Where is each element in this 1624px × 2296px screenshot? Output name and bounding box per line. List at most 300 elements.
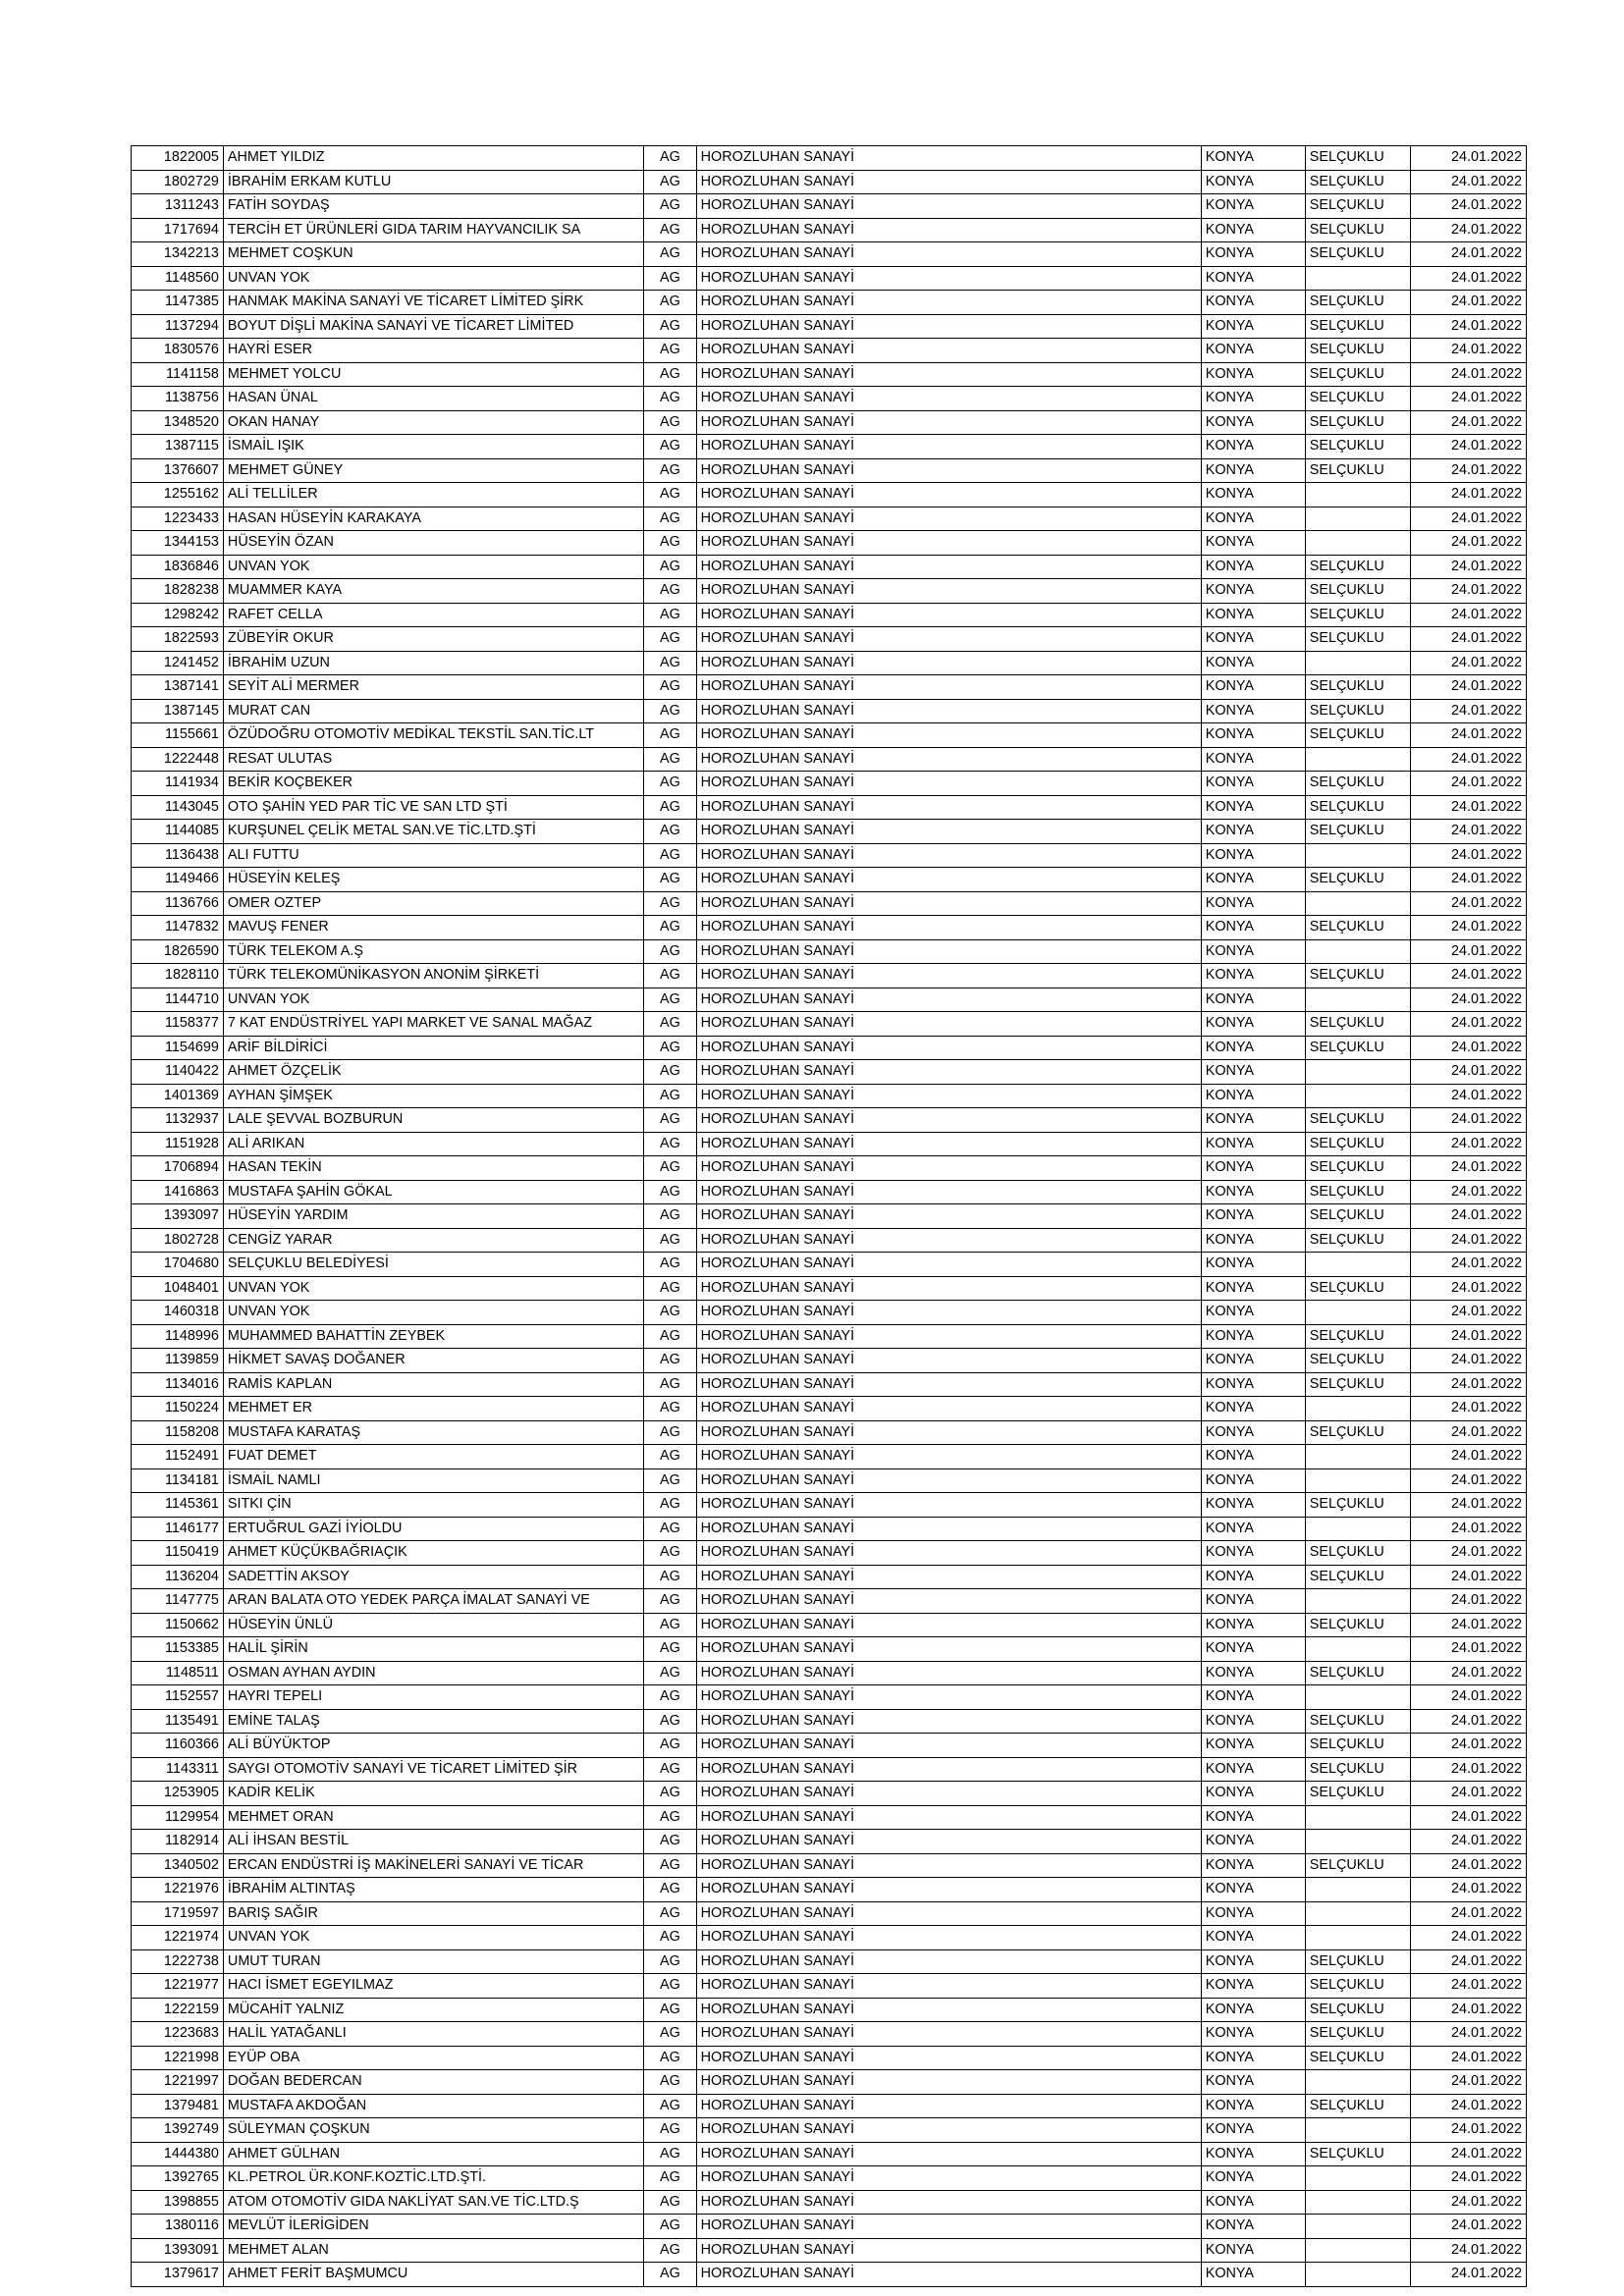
cell-city: KONYA [1201,603,1305,627]
cell-district [1305,988,1410,1012]
cell-code: AG [644,218,697,242]
cell-name: LALE ŞEVVAL BOZBURUN [223,1108,643,1133]
cell-district: SELÇUKLU [1305,170,1410,194]
table-row [132,1132,1527,1156]
cell-date: 24.01.2022 [1410,266,1526,291]
cell-district [1305,1445,1410,1469]
cell-id: 1137294 [132,314,224,339]
cell-city: KONYA [1201,579,1305,604]
cell-district: SELÇUKLU [1305,555,1410,579]
cell-region: HOROZLUHAN SANAYİ [696,772,1201,796]
cell-id: 1221977 [132,1974,224,1999]
cell-name: ARİF BİLDİRİCİ [223,1036,643,1060]
cell-id: 1311243 [132,194,224,219]
table-row [132,314,1527,339]
cell-id: 1143045 [132,795,224,820]
cell-id: 1342213 [132,242,224,267]
cell-id: 1802729 [132,170,224,194]
cell-code: AG [644,1637,697,1662]
cell-code: AG [644,2215,697,2239]
cell-city: KONYA [1201,291,1305,315]
cell-date: 24.01.2022 [1410,1324,1526,1349]
cell-date: 24.01.2022 [1410,2070,1526,2095]
cell-id: 1416863 [132,1180,224,1204]
table-row [132,795,1527,820]
cell-code: AG [644,339,697,363]
cell-region: HOROZLUHAN SANAYİ [696,1084,1201,1108]
cell-code: AG [644,1108,697,1133]
cell-name: MEHMET ER [223,1397,643,1421]
cell-code: AG [644,531,697,556]
cell-district: SELÇUKLU [1305,291,1410,315]
cell-region: HOROZLUHAN SANAYİ [696,1853,1201,1878]
cell-region: HOROZLUHAN SANAYİ [696,170,1201,194]
cell-id: 1134181 [132,1468,224,1493]
cell-date: 24.01.2022 [1410,1949,1526,1974]
cell-id: 1221998 [132,2046,224,2070]
table-row [132,1324,1527,1349]
cell-id: 1139859 [132,1349,224,1373]
cell-region: HOROZLUHAN SANAYİ [696,1830,1201,1854]
cell-code: AG [644,1709,697,1734]
cell-date: 24.01.2022 [1410,435,1526,459]
cell-region: HOROZLUHAN SANAYİ [696,1445,1201,1469]
cell-name: OKAN HANAY [223,410,643,435]
cell-city: KONYA [1201,266,1305,291]
cell-district [1305,483,1410,507]
cell-date: 24.01.2022 [1410,1253,1526,1277]
cell-date: 24.01.2022 [1410,1228,1526,1253]
table-row [132,1301,1527,1325]
cell-id: 1152491 [132,1445,224,1469]
cell-code: AG [644,2190,697,2215]
table-row [132,988,1527,1012]
cell-city: KONYA [1201,1589,1305,1614]
cell-code: AG [644,627,697,652]
cell-city: KONYA [1201,2215,1305,2239]
table-row [132,2094,1527,2118]
cell-date: 24.01.2022 [1410,2094,1526,2118]
cell-code: AG [644,2238,697,2263]
cell-city: KONYA [1201,146,1305,171]
cell-id: 1158377 [132,1012,224,1037]
cell-city: KONYA [1201,1661,1305,1685]
cell-name: TÜRK TELEKOMÜNİKASYON ANONİM ŞİRKETİ [223,964,643,988]
cell-region: HOROZLUHAN SANAYİ [696,242,1201,267]
cell-id: 1153385 [132,1637,224,1662]
cell-id: 1129954 [132,1805,224,1830]
cell-code: AG [644,387,697,411]
cell-district [1305,891,1410,916]
cell-date: 24.01.2022 [1410,170,1526,194]
cell-name: HASAN ÜNAL [223,387,643,411]
cell-date: 24.01.2022 [1410,2142,1526,2166]
cell-id: 1706894 [132,1156,224,1181]
cell-id: 1444380 [132,2142,224,2166]
cell-code: AG [644,1084,697,1108]
cell-city: KONYA [1201,1397,1305,1421]
table-row [132,2263,1527,2287]
cell-date: 24.01.2022 [1410,1830,1526,1854]
cell-id: 1802728 [132,1228,224,1253]
cell-district: SELÇUKLU [1305,772,1410,796]
cell-name: 7 KAT ENDÜSTRİYEL YAPI MARKET VE SANAL MAĞAZ [223,1012,643,1037]
cell-id: 1221976 [132,1878,224,1902]
cell-name: FATİH SOYDAŞ [223,194,643,219]
cell-id: 1222738 [132,1949,224,1974]
cell-name: HÜSEYİN YARDIM [223,1204,643,1229]
cell-code: AG [644,458,697,483]
cell-region: HOROZLUHAN SANAYİ [696,387,1201,411]
cell-code: AG [644,603,697,627]
cell-name: İSMAİL NAMLI [223,1468,643,1493]
cell-date: 24.01.2022 [1410,1565,1526,1589]
cell-district: SELÇUKLU [1305,1565,1410,1589]
cell-district [1305,1685,1410,1710]
cell-district: SELÇUKLU [1305,699,1410,723]
cell-code: AG [644,2142,697,2166]
cell-code: AG [644,1685,697,1710]
cell-id: 1392749 [132,2118,224,2143]
cell-id: 1145361 [132,1493,224,1518]
cell-code: AG [644,291,697,315]
cell-code: AG [644,1493,697,1518]
cell-id: 1150662 [132,1613,224,1637]
cell-city: KONYA [1201,2238,1305,2263]
cell-code: AG [644,891,697,916]
cell-id: 1826590 [132,939,224,964]
cell-region: HOROZLUHAN SANAYİ [696,1926,1201,1950]
cell-city: KONYA [1201,891,1305,916]
cell-date: 24.01.2022 [1410,723,1526,748]
cell-city: KONYA [1201,723,1305,748]
cell-district: SELÇUKLU [1305,579,1410,604]
cell-id: 1136204 [132,1565,224,1589]
cell-name: SAYGI OTOMOTİV SANAYİ VE TİCARET LİMİTED ŞİR [223,1757,643,1782]
cell-city: KONYA [1201,1926,1305,1950]
cell-id: 1136766 [132,891,224,916]
cell-name: UNVAN YOK [223,1926,643,1950]
cell-date: 24.01.2022 [1410,699,1526,723]
cell-id: 1392765 [132,2166,224,2191]
cell-name: MEHMET COŞKUN [223,242,643,267]
cell-district: SELÇUKLU [1305,1228,1410,1253]
cell-name: EYÜP OBA [223,2046,643,2070]
cell-name: AHMET KÜÇÜKBAĞRIAÇIK [223,1541,643,1566]
cell-date: 24.01.2022 [1410,1301,1526,1325]
cell-district: SELÇUKLU [1305,1204,1410,1229]
cell-region: HOROZLUHAN SANAYİ [696,1204,1201,1229]
cell-city: KONYA [1201,1613,1305,1637]
cell-id: 1223433 [132,507,224,531]
cell-region: HOROZLUHAN SANAYİ [696,868,1201,892]
table-row [132,1228,1527,1253]
cell-city: KONYA [1201,1782,1305,1806]
cell-date: 24.01.2022 [1410,1613,1526,1637]
table-row [132,387,1527,411]
cell-name: MEHMET ORAN [223,1805,643,1830]
cell-code: AG [644,1805,697,1830]
cell-region: HOROZLUHAN SANAYİ [696,891,1201,916]
table-row [132,2118,1527,2143]
cell-date: 24.01.2022 [1410,1445,1526,1469]
cell-code: AG [644,1853,697,1878]
table-row [132,1830,1527,1854]
cell-city: KONYA [1201,1541,1305,1566]
cell-district: SELÇUKLU [1305,964,1410,988]
table-row [132,723,1527,748]
cell-id: 1141158 [132,362,224,387]
cell-id: 1143311 [132,1757,224,1782]
cell-code: AG [644,1012,697,1037]
cell-name: KADİR KELİK [223,1782,643,1806]
cell-district [1305,1901,1410,1926]
cell-name: SITKI ÇİN [223,1493,643,1518]
table-row [132,916,1527,940]
cell-date: 24.01.2022 [1410,194,1526,219]
cell-date: 24.01.2022 [1410,314,1526,339]
cell-city: KONYA [1201,1998,1305,2022]
cell-region: HOROZLUHAN SANAYİ [696,843,1201,868]
cell-id: 1221997 [132,2070,224,2095]
cell-district [1305,1878,1410,1902]
cell-region: HOROZLUHAN SANAYİ [696,146,1201,171]
cell-code: AG [644,362,697,387]
cell-id: 1158208 [132,1420,224,1445]
cell-name: HANMAK MAKİNA SANAYİ VE TİCARET LİMİTED ŞİRK [223,291,643,315]
cell-date: 24.01.2022 [1410,820,1526,844]
cell-name: AYHAN ŞİMŞEK [223,1084,643,1108]
cell-city: KONYA [1201,1637,1305,1662]
cell-name: SADETTİN AKSOY [223,1565,643,1589]
cell-code: AG [644,410,697,435]
cell-region: HOROZLUHAN SANAYİ [696,362,1201,387]
cell-date: 24.01.2022 [1410,1156,1526,1181]
cell-date: 24.01.2022 [1410,1468,1526,1493]
cell-region: HOROZLUHAN SANAYİ [696,2263,1201,2287]
cell-region: HOROZLUHAN SANAYİ [696,1974,1201,1999]
cell-city: KONYA [1201,1253,1305,1277]
cell-district: SELÇUKLU [1305,435,1410,459]
cell-id: 1401369 [132,1084,224,1108]
cell-id: 1144085 [132,820,224,844]
table-row [132,2022,1527,2047]
cell-code: AG [644,1589,697,1614]
cell-city: KONYA [1201,555,1305,579]
cell-name: BARIŞ SAĞIR [223,1901,643,1926]
table-row [132,1974,1527,1999]
cell-region: HOROZLUHAN SANAYİ [696,1324,1201,1349]
cell-code: AG [644,772,697,796]
cell-date: 24.01.2022 [1410,1661,1526,1685]
cell-date: 24.01.2022 [1410,2263,1526,2287]
cell-city: KONYA [1201,2022,1305,2047]
cell-date: 24.01.2022 [1410,458,1526,483]
table-row [132,1589,1527,1614]
cell-code: AG [644,2046,697,2070]
cell-date: 24.01.2022 [1410,675,1526,700]
cell-code: AG [644,1830,697,1854]
cell-district: SELÇUKLU [1305,868,1410,892]
table-row [132,1757,1527,1782]
cell-region: HOROZLUHAN SANAYİ [696,2190,1201,2215]
cell-region: HOROZLUHAN SANAYİ [696,651,1201,675]
cell-city: KONYA [1201,1853,1305,1878]
cell-region: HOROZLUHAN SANAYİ [696,1757,1201,1782]
cell-region: HOROZLUHAN SANAYİ [696,314,1201,339]
cell-region: HOROZLUHAN SANAYİ [696,1685,1201,1710]
cell-region: HOROZLUHAN SANAYİ [696,988,1201,1012]
cell-name: MAVUŞ FENER [223,916,643,940]
cell-city: KONYA [1201,1565,1305,1589]
cell-city: KONYA [1201,1156,1305,1181]
cell-id: 1132937 [132,1108,224,1133]
cell-district [1305,1589,1410,1614]
cell-district [1305,651,1410,675]
cell-name: AHMET YILDIZ [223,146,643,171]
table-row [132,891,1527,916]
cell-date: 24.01.2022 [1410,218,1526,242]
cell-name: UNVAN YOK [223,555,643,579]
table-row [132,1204,1527,1229]
cell-id: 1147832 [132,916,224,940]
cell-date: 24.01.2022 [1410,916,1526,940]
cell-name: ALİ ARIKAN [223,1132,643,1156]
cell-city: KONYA [1201,1830,1305,1854]
cell-district: SELÇUKLU [1305,2022,1410,2047]
table-row [132,1180,1527,1204]
cell-district [1305,2190,1410,2215]
cell-region: HOROZLUHAN SANAYİ [696,1060,1201,1085]
cell-name: ATOM OTOMOTİV GIDA NAKLİYAT SAN.VE TİC.LTD.Ş [223,2190,643,2215]
cell-district [1305,2166,1410,2191]
cell-date: 24.01.2022 [1410,362,1526,387]
cell-name: CENGİZ YARAR [223,1228,643,1253]
cell-code: AG [644,1276,697,1301]
cell-date: 24.01.2022 [1410,146,1526,171]
cell-name: BEKİR KOÇBEKER [223,772,643,796]
cell-region: HOROZLUHAN SANAYİ [696,1901,1201,1926]
cell-city: KONYA [1201,2263,1305,2287]
cell-code: AG [644,1349,697,1373]
cell-name: MEVLÜT İLERİGİDEN [223,2215,643,2239]
cell-id: 1138756 [132,387,224,411]
cell-district: SELÇUKLU [1305,1541,1410,1566]
cell-district: SELÇUKLU [1305,1372,1410,1397]
cell-id: 1148511 [132,1661,224,1685]
cell-district: SELÇUKLU [1305,339,1410,363]
cell-region: HOROZLUHAN SANAYİ [696,1541,1201,1566]
cell-region: HOROZLUHAN SANAYİ [696,2118,1201,2143]
table-row [132,2142,1527,2166]
cell-district [1305,1805,1410,1830]
cell-region: HOROZLUHAN SANAYİ [696,194,1201,219]
cell-district: SELÇUKLU [1305,1853,1410,1878]
cell-city: KONYA [1201,988,1305,1012]
cell-id: 1223683 [132,2022,224,2047]
cell-region: HOROZLUHAN SANAYİ [696,579,1201,604]
cell-region: HOROZLUHAN SANAYİ [696,1949,1201,1974]
table-row [132,291,1527,315]
cell-code: AG [644,1445,697,1469]
cell-id: 1149466 [132,868,224,892]
cell-name: AHMET ÖZÇELİK [223,1060,643,1085]
table-row [132,1445,1527,1469]
cell-district: SELÇUKLU [1305,194,1410,219]
cell-city: KONYA [1201,314,1305,339]
table-row [132,2215,1527,2239]
table-row [132,651,1527,675]
cell-id: 1253905 [132,1782,224,1806]
cell-district [1305,843,1410,868]
cell-date: 24.01.2022 [1410,579,1526,604]
cell-region: HOROZLUHAN SANAYİ [696,699,1201,723]
table-row [132,483,1527,507]
cell-city: KONYA [1201,194,1305,219]
table-row [132,675,1527,700]
cell-district [1305,1830,1410,1854]
cell-city: KONYA [1201,1228,1305,1253]
cell-region: HOROZLUHAN SANAYİ [696,1709,1201,1734]
cell-date: 24.01.2022 [1410,1372,1526,1397]
cell-date: 24.01.2022 [1410,2166,1526,2191]
cell-name: ALİ TELLİLER [223,483,643,507]
cell-region: HOROZLUHAN SANAYİ [696,1805,1201,1830]
cell-region: HOROZLUHAN SANAYİ [696,1565,1201,1589]
cell-region: HOROZLUHAN SANAYİ [696,291,1201,315]
cell-name: HÜSEYİN KELEŞ [223,868,643,892]
cell-code: AG [644,1301,697,1325]
cell-code: AG [644,579,697,604]
table-row [132,579,1527,604]
cell-region: HOROZLUHAN SANAYİ [696,2046,1201,2070]
cell-code: AG [644,1757,697,1782]
cell-region: HOROZLUHAN SANAYİ [696,218,1201,242]
cell-district: SELÇUKLU [1305,1949,1410,1974]
cell-district: SELÇUKLU [1305,1613,1410,1637]
table-row [132,1372,1527,1397]
cell-id: 1460318 [132,1301,224,1325]
cell-city: KONYA [1201,1468,1305,1493]
cell-district [1305,2263,1410,2287]
cell-district: SELÇUKLU [1305,1493,1410,1518]
cell-name: FUAT DEMET [223,1445,643,1469]
cell-name: ARAN BALATA OTO YEDEK PARÇA İMALAT SANAYİ VE [223,1589,643,1614]
cell-date: 24.01.2022 [1410,1084,1526,1108]
cell-district: SELÇUKLU [1305,1108,1410,1133]
cell-district: SELÇUKLU [1305,314,1410,339]
cell-date: 24.01.2022 [1410,795,1526,820]
cell-date: 24.01.2022 [1410,1541,1526,1566]
table-row [132,1493,1527,1518]
cell-id: 1344153 [132,531,224,556]
cell-code: AG [644,1397,697,1421]
cell-code: AG [644,964,697,988]
cell-date: 24.01.2022 [1410,531,1526,556]
cell-city: KONYA [1201,1204,1305,1229]
cell-district [1305,507,1410,531]
cell-id: 1148996 [132,1324,224,1349]
cell-city: KONYA [1201,820,1305,844]
cell-code: AG [644,1926,697,1950]
cell-region: HOROZLUHAN SANAYİ [696,1253,1201,1277]
cell-city: KONYA [1201,1372,1305,1397]
cell-district: SELÇUKLU [1305,795,1410,820]
cell-code: AG [644,1998,697,2022]
table-row [132,939,1527,964]
table-row [132,2046,1527,2070]
cell-region: HOROZLUHAN SANAYİ [696,1613,1201,1637]
